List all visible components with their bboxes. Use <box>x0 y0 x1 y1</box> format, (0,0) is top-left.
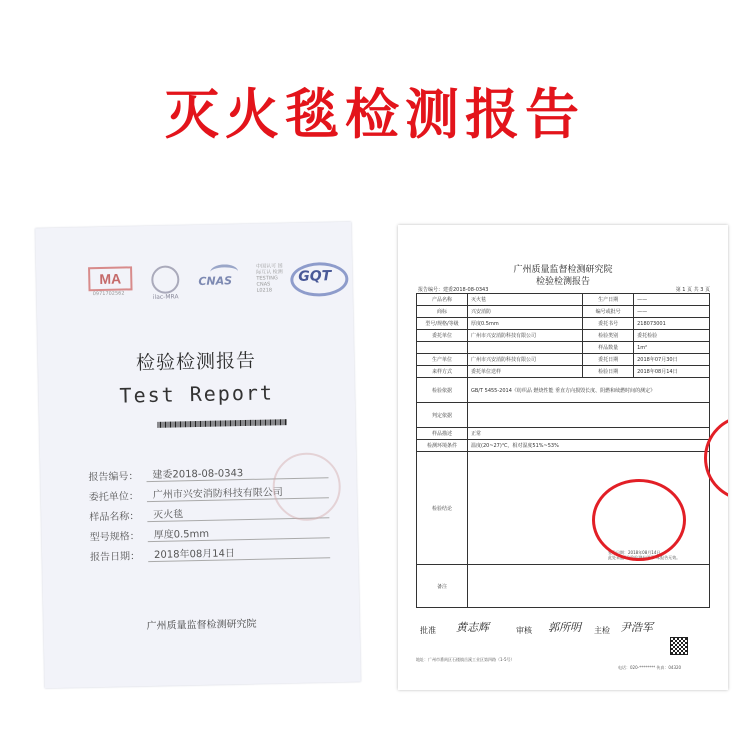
certification-logos <box>86 262 347 301</box>
table-row <box>417 318 710 330</box>
cell: 生产日期 <box>583 294 634 306</box>
cell: 正常 <box>468 428 710 440</box>
gqt-text: GQT <box>298 268 332 285</box>
red-seal-icon <box>592 479 686 561</box>
signature-approve: 黄志辉 <box>456 621 489 634</box>
cell: 218073001 <box>634 318 710 330</box>
table-row <box>417 403 710 428</box>
report-table <box>416 293 710 608</box>
cell: 厚度0.5mm <box>468 318 583 330</box>
cell: 检验类别 <box>583 330 634 342</box>
cell: 2018年08月14日 <box>634 366 710 378</box>
cell: 广州市兴安消防科技有限公司 <box>468 330 583 342</box>
field-value: 广州市兴安消防科技有限公司 <box>147 482 329 502</box>
cell: 广州市兴安消防科技有限公司 <box>468 354 583 366</box>
report-page <box>398 225 728 690</box>
signature-main: 尹浩军 <box>620 621 653 634</box>
report-cover <box>35 222 361 689</box>
cell: 委托检验 <box>634 330 710 342</box>
cover-field-row <box>90 540 330 565</box>
cnas-logo <box>198 264 251 299</box>
field-label: 委托单位： <box>88 490 139 503</box>
cell: —— <box>634 306 710 318</box>
cell <box>468 565 710 608</box>
cnas-text: CNAS <box>198 274 233 288</box>
table-row <box>417 428 710 440</box>
cell: 灭火毯 <box>468 294 583 306</box>
table-row <box>417 565 710 608</box>
table-row <box>417 342 710 354</box>
stamp-note2: 此处未盖“检验检测专用章”本报告无效。 <box>608 555 681 560</box>
cell: 备注 <box>417 565 468 608</box>
field-value: 灭火毯 <box>147 502 329 522</box>
cell: GB/T 5455-2014《纺织品 燃烧性能 垂直方向损毁长度、阴燃和续燃时间的测定》 <box>468 378 710 403</box>
report-footer: 地址：广州市番禺区石楼镇岳溪工业区第四路（1-5号） <box>416 657 515 662</box>
cell: 检验依据 <box>417 378 468 403</box>
cell: 商标 <box>417 306 468 318</box>
cover-title-cn: 检验检测报告 <box>135 349 257 375</box>
qr-code-icon <box>670 637 688 655</box>
cover-institute: 广州质量监督检测研究院 <box>146 618 257 633</box>
table-row <box>417 440 710 452</box>
field-label: 报告编号： <box>88 470 139 483</box>
report-footer-right: 电话：020-******** 传真：04320 <box>618 665 682 670</box>
cell: 产品名称 <box>417 294 468 306</box>
cell: 温度(20~27)℃，相对湿度51%~53% <box>468 440 710 452</box>
cma-text: MA <box>88 266 132 291</box>
ilac-logo <box>141 265 190 300</box>
field-value: 厚度0.5mm <box>147 522 329 542</box>
cell: 来样方式 <box>417 366 468 378</box>
barcode <box>157 419 287 428</box>
cell: 样品描述 <box>417 428 468 440</box>
cell: 检验结论 <box>417 452 468 565</box>
report-title: 检验检测报告 <box>535 277 590 287</box>
cell: 委托书号 <box>583 318 634 330</box>
field-label: 型号规格： <box>89 530 140 543</box>
gqt-logo <box>290 262 347 293</box>
report-number: 报告编号：建委2018-08-0343 <box>418 287 489 293</box>
field-label: 样品名称： <box>89 510 140 523</box>
globe-icon <box>151 265 180 294</box>
cell: 判定依据 <box>417 403 468 428</box>
cell: 兴安消防 <box>468 306 583 318</box>
cnas-arc-icon <box>210 264 238 280</box>
cell <box>468 403 710 428</box>
cover-title-en: Test Report <box>119 380 275 408</box>
table-row <box>417 366 710 378</box>
cell: 委托日期 <box>583 354 634 366</box>
cell: —— <box>634 294 710 306</box>
table-row <box>417 354 710 366</box>
field-label: 报告日期： <box>90 550 141 563</box>
cell: 生产单位 <box>417 354 468 366</box>
table-row <box>417 306 710 318</box>
cell: 样品数量 <box>583 342 634 354</box>
table-row <box>417 378 710 403</box>
sig-label-main: 主检 <box>594 626 610 635</box>
faint-seal-icon <box>272 452 341 521</box>
cell <box>468 342 583 354</box>
cell: 1m² <box>634 342 710 354</box>
stamp-note: 签发日期：2018年08月14日 <box>608 550 661 555</box>
cma-logo <box>86 266 131 301</box>
cell: 型号/规格/等级 <box>417 318 468 330</box>
report-institute: 广州质量监督检测研究院 <box>513 265 613 275</box>
cell: 编号或批号 <box>583 306 634 318</box>
field-value: 建委2018-08-0343 <box>146 462 328 482</box>
banner-title: 灭火毯检测报告 <box>165 83 585 146</box>
accreditation-small-text: 中国认可 国际互认 检测 TESTING CNAS L0218 <box>256 263 283 294</box>
cma-number: 0971702562 <box>92 290 125 298</box>
table-row <box>417 294 710 306</box>
ilac-text: ilac-MRA <box>152 293 179 301</box>
signature-review: 郭所明 <box>548 621 581 634</box>
cell <box>417 342 468 354</box>
cell: 检验日期 <box>583 366 634 378</box>
cell: 2018年07月30日 <box>634 354 710 366</box>
field-value: 2018年08月14日 <box>148 542 330 562</box>
table-row <box>417 330 710 342</box>
report-meta <box>418 286 710 293</box>
sig-label-review: 审核 <box>516 626 532 635</box>
cell: 委托单位送样 <box>468 366 583 378</box>
cell: 检测环境条件 <box>417 440 468 452</box>
sig-label-approve: 批准 <box>420 626 436 635</box>
cell: 委托单位 <box>417 330 468 342</box>
page-indicator: 第 1 页 共 3 页 <box>675 287 710 293</box>
